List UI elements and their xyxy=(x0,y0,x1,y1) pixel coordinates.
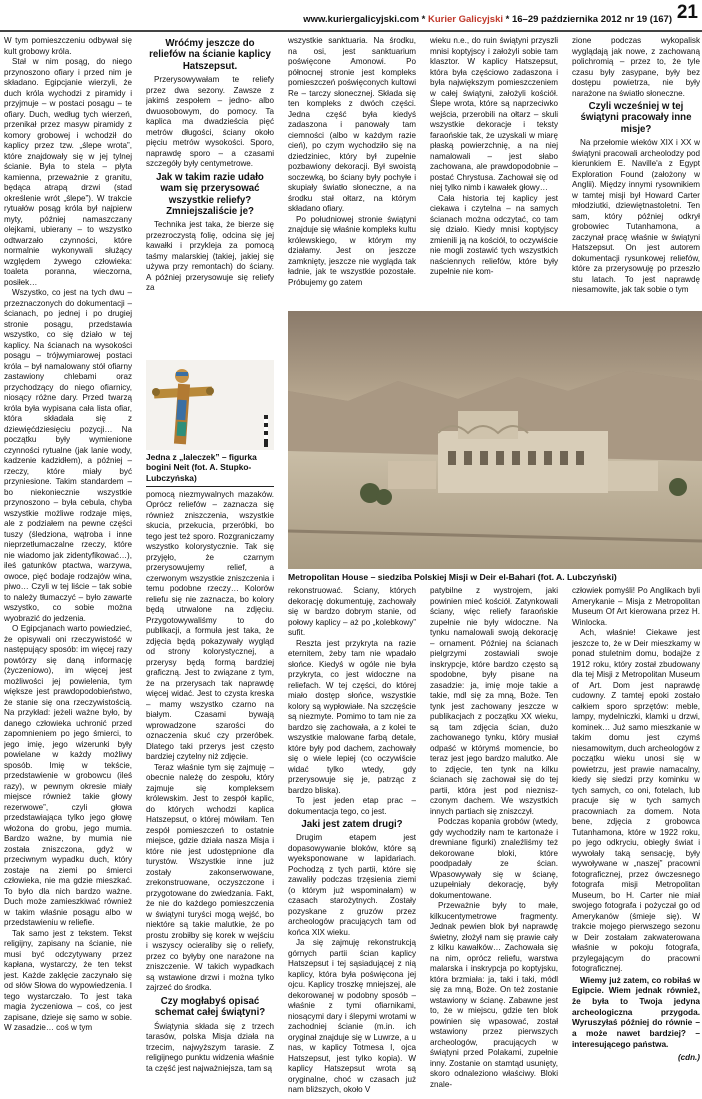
interview-question: Czy mogłabyś opisać schemat całej świątyni? xyxy=(154,995,266,1019)
paragraph: wieku n.e., do ruin świątyni przyszli mnisi koptyjscy i założyli sobie tam klasztor. W kaplicy Hatszepsut, która była częściowo zadaszona i była największym pomieszczeniem w całej świątyni, założyli kościół. Ślepe wrota, które są naprzeciwko wejścia, przerobili na ołtarz – skuli wszystkie dekoracje i teksty faraońskie tak, że uzyskali w miarę płaską powierzchnię, a na niej namalowali – jest słabo zachowana, ale prawdopodobnie – postać Chrystusa. Zachował się od niej tylko nimb i kawałek głowy… xyxy=(430,36,558,192)
header-url[interactable]: www.kuriergalicyjski.com * xyxy=(303,14,429,25)
paragraph: rekonstruować. Ściany, których dekorację dokumentuję, zachowały się w bardzo dobrym stanie, od połowy kaplicy – aż po „kolebkowy” sufit. xyxy=(288,586,416,637)
neit-figurine-photo xyxy=(146,360,274,450)
column-5-top xyxy=(572,36,700,306)
metropolitan-house-photo xyxy=(288,311,702,569)
section-heading: Wróćmy jeszcze do reliefów na ścianie kaplicy Hatszepsut. xyxy=(149,38,271,72)
closing-lead: Wiemy już zatem, co robiłaś w Egipcie. Wiem jednak również, że była to Twoja jedyna archeologiczna przygoda. Wyruszyłaś później do równie – a może nawet bardziej? – interesującego państwa. xyxy=(572,974,700,1049)
paragraph: człowiek pomyśli! Po Anglikach byli Amerykanie – Misja z Metropolitan Museum Of Art kierowana przez H. Winlocka. xyxy=(572,586,700,627)
page-number: 21 xyxy=(676,2,698,23)
paragraph: Podczas kopania grobów (wtedy, gdy wychodziły nam te kartonaże i drewniane figurki) znaleźliśmy też dekorowane bloki, które poodpadały ze ścian. Wpasowywały się w ścianę, uzupełniały dekorację, były dokumentowane. xyxy=(430,817,558,900)
column-2-bottom xyxy=(146,452,274,1095)
main-photo-caption: Metropolitan House – siedziba Polskiej Misji w Deir el-Bahari (fot. A. Lubczyński) xyxy=(288,572,617,582)
paragraph: Drugim etapem jest dopasowywanie bloków, które są wyeksponowane w lapidariach. Pochodzą z tych partii, które się zawaliły podczas trzęsienia ziemi (o którym już wspominałam) w czasach starożytnych. Zostały pozyskane z gruzów przez archeologów pracujących tam od końca XIX wieku. xyxy=(288,833,416,937)
paragraph: Przerysowywałam te reliefy przez dwa sezony. Zawsze z jakimś zespołem – jedno- albo dwuosobowym, do pomocy. Ta kaplica ma dwadzieścia pięć metrów długości, ściany około pięciu metrów wysokości. Sporo, naprawdę sporo – a czasami szczegóły były centymetrowe. xyxy=(146,75,274,169)
paragraph: W tym pomieszczeniu odbywał się kult grobowy króla. xyxy=(4,36,132,56)
header-line xyxy=(303,14,672,25)
interview-question: Jak w takim razie udało wam się przerysować wszystkie reliefy? Zmniejszaliście je? xyxy=(156,171,264,217)
continuation-note: (cdn.) xyxy=(677,1053,700,1063)
interview-question: Jaki jest zatem drugi? xyxy=(301,819,403,830)
paragraph: pomocą niezmywalnych mazaków. Oprócz reliefów – zaznacza się również zniszczenia, wszystkie skucia, przekucia, przeróbki, bo tego jest też sporo. Rozgraniczamy wszystko kolorystycznie. Tak się przyjęło, że czarnym przerysowujemy relief, a czerwonym wszystkie zniszczenia i temu podobne rzeczy… Kolorów reliefu się nie zaznacza, bo kolory będą utrwalone na zdjęciu. Przygotowywaliśmy to do publikacji, a formuła jest taka, że zdjęcia będą pokazywały wygląd od strony kolorystycznej, a przerysy będą formą bardziej graficzną. Jest to związane z tym, że na przerysach tak naprawdę więcej widać. Jest to czysta kreska – mamy wszystko czarno na białym. Czasami bywają wprowadzone szarości do oznaczenia skuć czy przeróbek. Dlatego taki przerys jest często bardziej czytelny niż zdjęcie. xyxy=(146,489,274,762)
header-brand: Kurier Galicyjski xyxy=(428,14,503,25)
column-2-top xyxy=(146,36,274,356)
interview-question: Czyli wcześniej w tej świątyni pracowały inne misje? xyxy=(580,101,692,135)
page-header xyxy=(0,0,702,32)
paragraph: Po południowej stronie świątyni znajduje się właśnie kompleks kultu królewskiego, w którym my działamy. Jest on jeszcze zamknięty, jeszcze nie wygląda tak ładnie, jak te wszystkie pozostałe. Próbujemy go zatem xyxy=(288,214,416,287)
paragraph: Technika jest taka, że bierze się przezroczystą folię, odcina się jej kawałki i przykleja za pomocą taśmy malarskiej (takiej, jakiej się używa przy remontach) do ściany. A później przerysowuje się reliefy za xyxy=(146,220,274,293)
paragraph: wszystkie sanktuaria. Na środku, na osi, jest sanktuarium poświęcone Amonowi. Po północnej stronie jest kompleks pomieszczeń poświęconych kultowi Re – tarczy słonecznej. Składa się ten kompleks z dwóch części. Jedna część była kiedyś zadaszona i panowały tam ciemności (albo w każdym razie cień), po czym wychodziło się na dziedziniec, który był zupełnie pozbawiony dekoracji. Był swoistą soczewką, bo ściany były pochyłe i skupiały światło słoneczne, a na środku stał ołtarz, na którym składano ofiary. xyxy=(288,36,416,213)
paragraph: Teraz właśnie tym się zajmuję – obecnie należę do zespołu, który zajmuje się kompleksem królewskim. Jest to zespół kaplic, do których wchodzi kaplica Hatszepsut, o której mówiłam. Ten zespół pomieszczeń to ostatnie miejsce, gdzie działa nasza Misja i które nie jest udostępnione dla turystów. Wszystkie inne już zostały zakonserwowane, zrekonstruowane, oczyszczone i przygotowane do zwiedzania. Fakt, że nie do każdego pomieszczenia w świątyni turyści mogą wejść, bo niektóre są takie malutkie, że po prostu zrobiłby się korek w wejściu i wszyscy ocieraliby się o reliefy, przez co byłyby one narażone na zniszczenie. W takich wypadkach są wstawione drzwi i można tylko zajrzeć do środka. xyxy=(146,762,274,993)
paragraph: Świątynia składa się z trzech tarasów, polska Misja działa na trzecim, najwyższym tarasie. Z religijnego punktu widzenia właśnie ta część jest najważniejsza, tam są xyxy=(146,1021,274,1073)
column-4-bottom xyxy=(430,586,558,1096)
paragraph: zione podczas wykopalisk wyglądają jak nowe, z zachowaną polichromią – przez to, że tyle czasu były zasypane, były bez dostępu powietrza, nie były narażone na światło słoneczne. xyxy=(572,36,700,98)
column-3-bottom xyxy=(288,586,416,1096)
column-3-top xyxy=(288,36,416,306)
paragraph: Na przełomie wieków XIX i XX w świątyni pracowali archeolodzy pod kierunkiem E. Naville'a z Egypt Exploration Found (założony w Anglii). Między innymi rysownikiem w tamtej misji był Howard Carter młodziutki, dziewiętnastoletni. Ten sam, który później odkrył grobowiec Tutanhamona, a zaczynał pracę właśnie w świątyni Hatszepsut. On jest autorem dokumentacji rysunkowej reliefów, które za przerysowuję po przeszło stu latach. To jest naprawdę niesamowite, jak tak sobie o tym xyxy=(572,138,700,295)
header-issue: * 16–29 października 2012 nr 19 (167) xyxy=(503,14,672,25)
paragraph: Ja się zajmuję rekonstrukcją górnych partii ścian kaplicy Hatszepsut i tej sąsiadującej z nią kaplicy, która była poświęcona jej ojcu. Kaplicy troszkę mniejszej, ale dekorowanej w podobny sposób – właśnie z tymi ofiarnikami, niosącymi dary i ślepymi wrotami w zachodniej ścianie (m.in. ich oryginał znajduje się w Luwrze, a u nas, w kaplicy Totmesa I, ojca Hatszepsut, jest tylko kopia). W kaplicy Hatszepsut wrota są oryginalne, choć w czasach już nam bliższych, około V xyxy=(288,938,416,1095)
paragraph: Reszta jest przykryta na razie eternitem, żeby tam nie wpadało słońce. Kiedyś w ogóle nie była przykryta, co jest widoczne na reliefach. W tej części, do której miało dostęp słońce, wszystkie kolory są wypłowiałe. Na szczęście są niezmyte. Pomimo to tam nie za bardzo się zachowała, a z kolei te wszystkie malowane farbą detale, które były pod dachem, zachowały się o wiele lepiej (co oczywiście widać tylko wtedy, gdy przerysowuje się je, patrząc z bardzo bliska). xyxy=(288,638,416,795)
paragraph: Stał w nim posąg, do niego przynoszono ofiary i przed nim je składano. Egipcjanie wierzyli, że duch króla wychodzi z piramidy i przyjmuje – w postaci posągu – te ofiary. Duch, według tych wierzeń, przenikał przez masyw piramidy z komory grobowej i wchodził do kaplicy przez tzw. „ślepe wrota”, które znajdowały się w jej tylnej ścianie. Była to stela – płyta kamienna, przeważnie z granitu, będąca atrapą drzwi (stad określenie wrót „ślepe”). W trakcie rytuałów posąg króla był najpierw myty, później namaszczany olejkami, ubierany – to wszystko odtwarzało czynności, które normalnie wykonywali służący względem żywego człowieka: toaleta poranna, wieczorna, posiłek… xyxy=(4,57,132,287)
column-1 xyxy=(4,36,132,1094)
paragraph: Cała historia tej kaplicy jest ciekawa i czytelna – na samych ścianach można odczytać, co tam się działo. Kiedy mnisi koptyjscy zmienili ją na kościół, to oczywiście nie mogli zostawić tych wszystkich naściennych reliefów, które były zupełnie nie kom- xyxy=(430,193,558,276)
paragraph: Tak samo jest z tekstem. Tekst religijny, zapisany na ścianie, nie musi być odczytywany przez kapłana, wystarczy, że ten tekst jest. Każde zaklęcie zaczynało się od słów Słowa do wypowiedzenia. I tego wystarczało. To jest taka magia życzeniowa – coś, co jest zapisane, dzieje się samo w sobie. W zasadzie… coś w tym xyxy=(4,928,132,1032)
paragraph: Wszystko, co jest na tych dwu – przeznaczonych do dokumentacji – ścianach, po jednej i po drugiej stronie posągu, przedstawia wszystko, co się działo w tej kaplicy. Na ścianach na wysokości posągu – trójwymiarowej postaci króla – był namalowany stół ofiarny zastawiony chlebami oraz przychodzący do niego ofiarnicy, niosący różne dary. Przed twarzą króla była wypisana cała lista ofiar, która składała się z dziewięćdziesięciu pozycji… Na początku były wymienione czynności rytualne (jak lanie wody, kadzenie kadzidłem), a później – rzeczy, które miały być przyniesione. Takim standardem – bo niekoniecznie wszystkie przynoszono – była cebula, chyba wszystkie możliwe rodzaje mięs, ale z podziałem na pewne części tuszy (śledziona, wątroba i inne nieprzetłumaczalne rzeczy, które nie wiadomo jak zidentyfikować…), ileś gatunków ptactwa, warzywa, owoce, pięć bodaje rodzajów wina, piwo… Czyli w tej liście – tak sobie to należy tłumaczyć – było zawarte wszystko, co sobie można wyobrazić do jedzenia. xyxy=(4,288,132,623)
paragraph: To jest jeden etap prac – dokumentacja tego, co jest. xyxy=(288,796,416,816)
column-4-top xyxy=(430,36,558,306)
caption-divider xyxy=(146,486,274,487)
neit-photo-caption: Jedna z „laleczek” – figurka bogini Neit (fot. A. Stupko-Lubczyńska) xyxy=(146,452,257,483)
paragraph: Przeważnie były to małe, kilkucentymetrowe fragmenty. Jednak pewien blok był naprawdę świetny, złożył nam się prawie cały z kilku kawałków… Zachowała się na nim, oprócz reliefu, warstwa malarska i inskrypcja po koptyjsku, która brzmiała: ja, taki i taki, módl się za mną, Boże. On też zostanie wstawiony w ścianę. Zabawne jest to, że w miejscu, gdzie ten blok powinien się wpasować, został wstawiony przez pierwszych archeologów, pracujących w świątyni przed Polakami, zupełnie inny. Zostanie on stamtąd usunięty, skoro odnaleziono właściwy. Bloki znale- xyxy=(430,901,558,1089)
paragraph: Ach, właśnie! Ciekawe jest jeszcze to, że w Deir mieszkamy w ponad stuletnim domu, bodajże z 1912 roku, który został zbudowany dla tej Misji z Metropolitan Museum of Art. Dom jest naprawdę cudowny. Z tamtej epoki zostało całkiem sporo sprzętów: meble, lampy, mydelniczki, klamki u drzwi, kominek… Już samo mieszkanie w takim domu jest czymś niesamowitym, duch archeologów z początku wieku unosi się w powietrzu, jest prawie namacalny, kiedy się siedzi przy kominku w tych samych, co oni, fotelach, lub pracuje się w tych samych pracowniach za domem. Nota bene, zdjęcia z grobowca Tutanhamona, które w 1922 roku, po jego odkryciu, obiegły świat i wywołały taką sensację, były wywoływane w „naszej” pracowni fotograficznej, przez ówczesnego fotografa misji Metropolitan Museum, bo H. Carter nie miał swojego fotografa i pożyczał go od Amerykanów (śmieje się). W trakcie mojego pierwszego sezonu w Deir zostałam zakwaterowana właśnie w pokoju fotografa, przylegającym do pracowni fotograficznej. xyxy=(572,628,700,973)
paragraph: patybilne z wystrojem, jaki powinien mieć kościół. Zatynkowali ściany, więc reliefy faraońskie zupełnie nie były widoczne. Na tynku namalowali swoją dekorację – ornament. Później na ścianach pielgrzymi zostawiali swoje inskrypcje, które bardzo często są spodobne, były pisane na zasadzie: ja, imię moje takie a takie, mdl się za mną, Boże. Ten tynk jest zachowany jeszcze w publikacjach z początku XX wieku, są tam zdjęcia ścian, dużo zachowanego tynku, który musiał odpaść w którymś momencie, bo teraz jest jego bardzo malutko. Ale to zdjęcie, ten tynk na kilku ścianach się zachował się do tej partii, która jest pod niezniszczonym dachem. We wszystkich innych partiach się zniszczył. xyxy=(430,586,558,816)
column-5-bottom xyxy=(572,586,700,1096)
paragraph: O Egipcjanach warto powiedzieć, że opisywali oni rzeczywistość w następujący sposób: im więcej razy powtórzy się daną informację (życzeniowo), im więcej jest możliwości jej powielenia, tym większe jest prawdopodobieństwo, że stanie się ona rzeczywistością. Na przykład: jeżeli ważne było, by danego człowieka uchronić przed zapomnieniem po jego śmierci, to jego imię, jego wizerunki były powielane w każdy możliwy sposób. Imię w tekście, przedstawienie w grobowcu (ileś razy), w pewnym okresie miały miejsce również takie głowy rezerwowe”, czyli głowa przedstawiająca tylko jego głowę włożona do grobu, jego mumia. Bardzo ważne, by mumia nie została zniszczona, gdyż w przeciwnym wypadku duch, który zostaje na ziemi po śmierci człowieka, nie ma gdzie mieszkać. To było dla nich bardzo ważne. Duch może zamieszkiwać również w takim właśnie posągu albo w przedstawieniu w reliefie. xyxy=(4,624,132,927)
